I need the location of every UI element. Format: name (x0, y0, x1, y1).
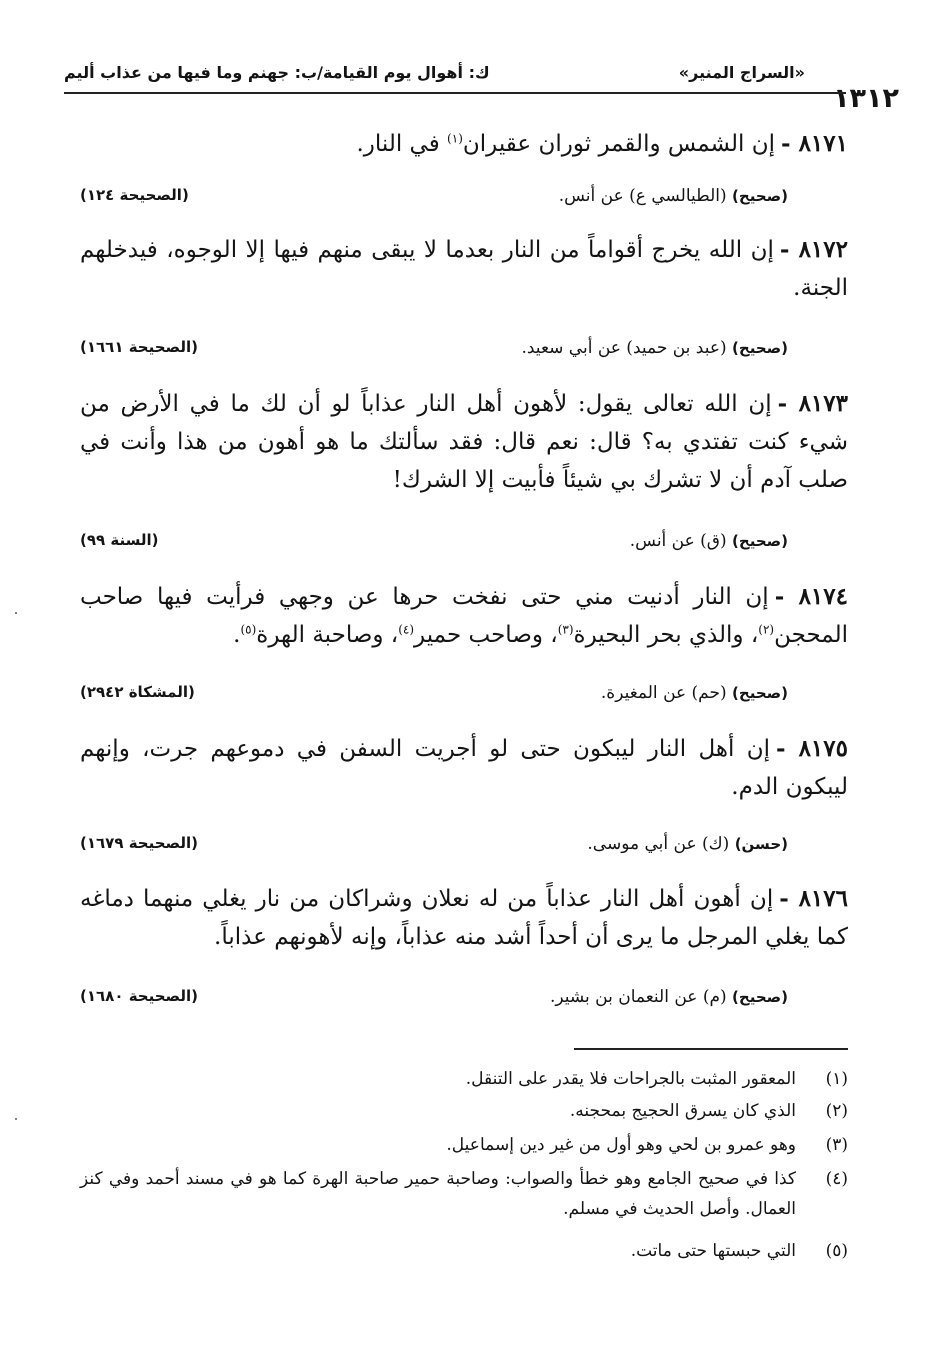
hadith-source (80, 683, 788, 709)
grade-line (521, 338, 788, 358)
footnote-number: (٢) (825, 1101, 848, 1121)
hadith-text: ، وصاحب حمير (414, 622, 558, 648)
footnote-number: (٥) (825, 1241, 848, 1261)
reference: (المشكاة ٢٩٤٢) (80, 683, 195, 701)
hadith-source (80, 834, 788, 860)
footnote-number: (٤) (825, 1169, 848, 1189)
reference: (الصحيحة ١٦٦١) (80, 338, 198, 356)
footnote-ref[interactable]: (٥) (240, 622, 257, 637)
reference: (الصحيحة ١٦٨٠) (80, 987, 198, 1005)
footnote-3 (80, 1130, 848, 1160)
footnote-text: الذي كان يسرق الحجيج بمحجنه. (569, 1101, 796, 1121)
hadith-8173 (80, 385, 848, 499)
footnote-2 (80, 1096, 848, 1126)
hadith-text: إن أهل النار ليبكون حتى لو أجريت السفن في دموعهم جرت، وإنهم ليبكون الدم. (80, 736, 848, 800)
hadith-text: إن الله يخرج أقواماً من النار بعدما لا يبقى منهم فيها إلا الوجوه، فيدخلهم الجنة. (80, 237, 848, 301)
page-number: ١٣١٢ (833, 83, 899, 114)
hadith-source (80, 186, 788, 212)
grade: (صحيح) (732, 988, 788, 1006)
narration: (حم) عن المغيرة. (600, 683, 727, 703)
hadith-text: ، وصاحبة الهرة (256, 622, 399, 648)
hadith-text: إن النار أدنيت مني حتى نفخت حرها عن وجهي فرأيت فيها صاحب المحجن (80, 584, 848, 648)
grade: (صحيح) (732, 684, 788, 702)
footnote-text: المعقور المثبت بالجراحات فلا يقدر على التنقل. (465, 1069, 796, 1089)
hadith-text: في النار. (356, 131, 448, 157)
narration: (الطيالسي ع) عن أنس. (558, 186, 727, 206)
grade: (صحيح) (732, 339, 788, 357)
hadith-source (80, 338, 788, 364)
footnote-ref[interactable]: (٢) (758, 622, 775, 637)
grade: (صحيح) (732, 532, 788, 550)
hadith-8172 (80, 231, 848, 307)
hadith-number: ٨١٧٥ - (776, 735, 848, 762)
grade: (حسن) (734, 835, 788, 853)
hadith-8171 (80, 125, 848, 163)
footnote-ref[interactable]: (٣) (557, 622, 574, 637)
grade-line (601, 683, 788, 703)
narration: (ق) عن أنس. (629, 531, 727, 551)
margin-mark (15, 612, 17, 614)
grade-line (559, 186, 788, 206)
footnote-ref[interactable]: (١) (447, 131, 463, 146)
grade-line (550, 987, 788, 1007)
footnote-5 (80, 1236, 848, 1266)
footnote-text: التي حبستها حتى ماتت. (630, 1241, 796, 1261)
grade-line (587, 834, 788, 854)
hadith-8175 (80, 730, 848, 806)
hadith-number: ٨١٧٣ - (777, 390, 848, 417)
hadith-number: ٨١٧٤ - (774, 583, 848, 610)
chapter-heading: ك: أهوال يوم القيامة/ب: جهنم وما فيها من عذاب أليم (64, 63, 490, 82)
footnote-1 (80, 1064, 848, 1094)
hadith-8174 (80, 578, 848, 654)
hadith-number: ٨١٧٦ - (779, 885, 848, 912)
footnote-number: (٣) (825, 1135, 848, 1155)
reference: (السنة ٩٩) (80, 531, 159, 549)
hadith-text: ، والذي بحر البحيرة (573, 622, 759, 648)
running-title: «السراج المنير» (678, 63, 805, 82)
hadith-text: إن الله تعالى يقول: لأهون أهل النار عذاباً لو أن لك ما في الأرض من شيء كنت تفتدي به؟ قال: نعم قال: فقد سألتك ما هو أهون من هذا وأنت في صلب آدم أن لا تشرك بي شيئاً فأبيت إلا الشرك! (80, 391, 848, 493)
footnote-rule (574, 1048, 848, 1050)
footnote-text: وهو عمرو بن لحي وهو أول من غير دين إسماعيل. (446, 1135, 796, 1155)
grade: (صحيح) (732, 187, 788, 205)
hadith-text: . (233, 622, 241, 648)
hadith-number: ٨١٧١ - (781, 130, 848, 157)
footnote-text: كذا في صحيح الجامع وهو خطأ والصواب: وصاحبة حمير صاحبة الهرة كما هو في مسند أحمد وفي كنز العمال. وأصل الحديث في مسلم. (80, 1169, 796, 1219)
footnote-4 (80, 1164, 848, 1224)
grade-line (630, 531, 788, 551)
reference: (الصحيحة ١٦٧٩) (80, 834, 198, 852)
header-rule (64, 92, 846, 94)
margin-mark (15, 1118, 17, 1120)
reference: (الصحيحة ١٢٤) (80, 186, 189, 204)
narration: (عبد بن حميد) عن أبي سعيد. (521, 338, 727, 358)
footnote-ref[interactable]: (٤) (398, 622, 415, 637)
hadith-source (80, 531, 788, 557)
hadith-8176 (80, 880, 848, 956)
hadith-number: ٨١٧٢ - (779, 236, 848, 263)
narration: (م) عن النعمان بن بشير. (549, 987, 727, 1007)
hadith-source (80, 987, 788, 1013)
hadith-text: إن أهون أهل النار عذاباً من له نعلان وشراكان من نار يغلي منهما دماغه كما يغلي المرجل ما يرى أن أحداً أشد منه عذاباً، وإنه لأهونهم عذاباً. (80, 886, 848, 950)
footnote-number: (١) (825, 1069, 848, 1089)
narration: (ك) عن أبي موسى. (587, 834, 730, 854)
hadith-text: إن الشمس والقمر ثوران عقيران (462, 131, 776, 157)
